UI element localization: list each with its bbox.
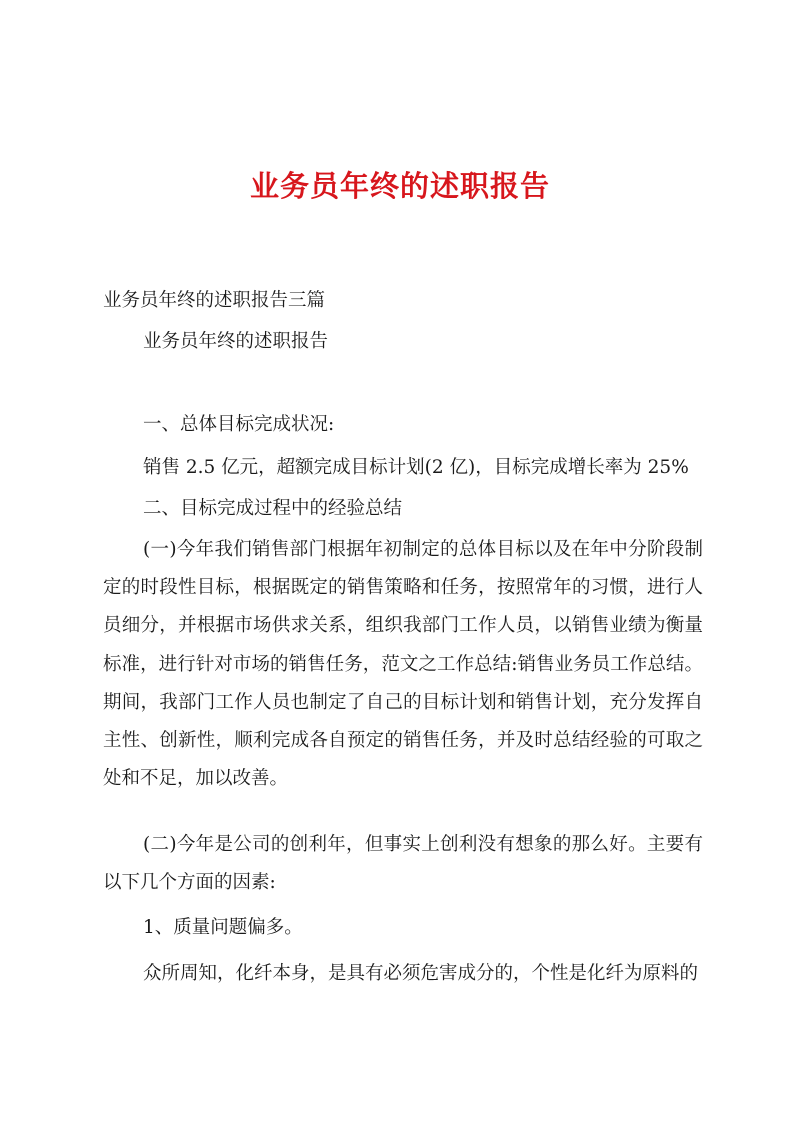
paragraph-chemical-fiber: 众所周知，化纤本身，是具有必须危害成分的，个性是化纤为原料的 [143,963,699,984]
section-heading-2: 二、目标完成过程中的经验总结 [143,498,403,519]
paragraph-experience: (一)今年我们销售部门根据年初制定的总体目标以及在年中分阶段制定的时段性目标，根据既定的销售策略和任务，按照常年的习惯，进行人员细分，并根据市场供求关系，组织我部门工作人员，以销售业绩为衡量标准，进行针对市场的销售任务，范文之工作总结:销售业务员工作总结。期间，我部门工作人员也制定了自己的目标计划和销售计划，充分发挥自主性、创新性，顺利完成各自预定的销售任务，并及时总结经验的可取之处和不足，加以改善。 [103,539,703,790]
document-subheading: 业务员年终的述职报告 [143,331,329,352]
document-subtitle: 业务员年终的述职报告三篇 [103,290,326,311]
paragraph-profit-year: (二)今年是公司的创利年，但事实上创利没有想象的那么好。主要有以下几个方面的因素: [103,834,703,894]
section-heading-1: 一、总体目标完成状况: [143,414,335,435]
sales-summary: 销售 2.5 亿元，超额完成目标计划(2 亿)，目标完成增长率为 25% [143,457,689,478]
list-item-quality: 1、质量问题偏多。 [143,917,303,938]
document-title: 业务员年终的述职报告 [249,169,550,203]
